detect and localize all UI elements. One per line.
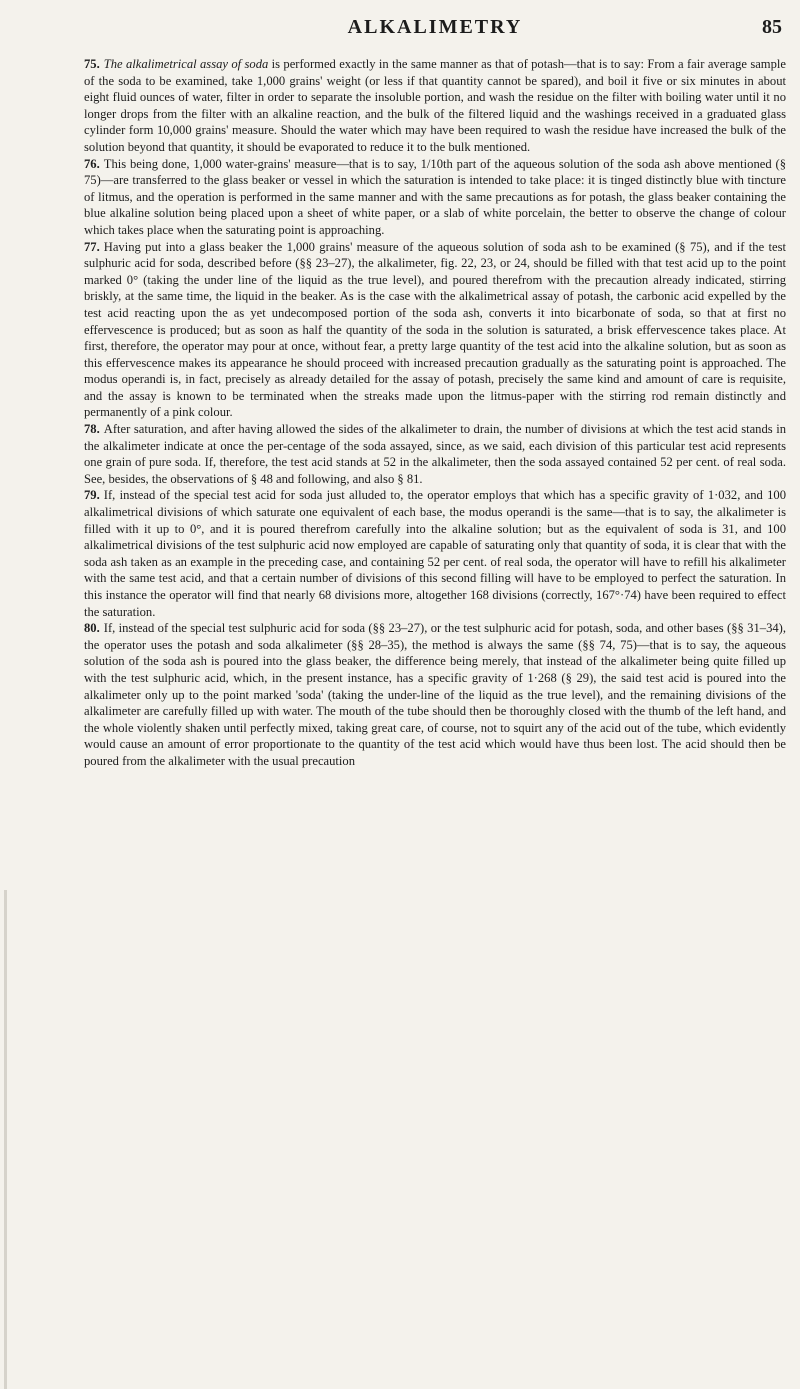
paragraph-75	[84, 56, 786, 156]
paragraph-number: 77.	[84, 239, 100, 254]
paragraph-number: 79.	[84, 488, 100, 503]
paragraph-text: is performed exactly in the same manner as that of potash—that is to say: From a fair average sample of the soda to be examined, take 1,000 grains' weight (or less if that quantity cannot be spared), and boil it five or six minutes in about eight fluid ounces of water, filter in order to separate the insoluble portion, and wash the residue on the filter with boiling water until it no longer drops from the filter with an alkaline reaction, and the bulk of the filtered liquid and the washings received in a graduated glass cylinder form 10,000 grains' measure. Should the water which may have been required to wash the residue have increased the bulk of the solution beyond that quantity, it should be evaporated to reduce it to the bulk mentioned.	[84, 57, 786, 154]
paragraph-text: After saturation, and after having allowed the sides of the alkalimeter to drain, the number of divisions at which the test acid stands in the alkalimeter indicate at once the per-centage of the soda assayed, since, as we said, each division of this particular test acid represents one grain of pure soda. If, therefore, the test acid stands at 52 in the alkalimeter, then the soda assayed contained 52 per cent. of real soda. See, besides, the observations of § 48 and following, and also § 81.	[84, 422, 786, 486]
paragraph-number: 80.	[84, 621, 100, 636]
paragraph-80	[84, 620, 786, 769]
paragraph-number: 78.	[84, 422, 100, 437]
paragraph-text: Having put into a glass beaker the 1,000 grains' measure of the aqueous solution of soda ash to be examined (§ 75), and if the test sulphuric acid for soda, described before (§§ 23–27), the alkalimeter, fig. 22, 23, or 24, should be filled with that test acid up to the point marked 0° (taking the under line of the liquid as the true level), and poured therefrom with the precaution already indicated, stirring briskly, at the same time, the liquid in the beaker. As is the case with the alkalimetrical assay of potash, the carbonic acid expelled by the test acid reacting upon the as yet undecomposed portion of the soda ash, converts it into bicarbonate of soda, so that at first no effervescence is produced; but as soon as half the quantity of the soda in the solution is saturated, a brisk effervescence takes place. At first, therefore, the operator may pour at once, without fear, a pretty large quantity of the test acid into the alkaline solution, but as soon as this effervescence makes its appearance he should proceed with increased precaution gradually as the saturating point is approached. The modus operandi is, in fact, precisely as already detailed for the assay of potash, precisely the same kind and amount of care is requisite, and the assay is known to be terminated when the streaks made upon the litmus-paper with the stirring rod remain distinctly and permanently of a pink colour.	[84, 239, 786, 420]
binding-shadow	[4, 890, 7, 1389]
paragraph-number: 75.	[84, 57, 100, 71]
running-head: ALKALIMETRY	[347, 16, 523, 38]
paragraph-77	[84, 239, 786, 422]
paragraph-lead: The alkalimetrical assay of soda	[103, 57, 269, 71]
paragraph-78	[84, 421, 786, 487]
paragraph-text: This being done, 1,000 water-grains' measure—that is to say, 1/10th part of the aqueous solution of the soda ash above mentioned (§ 75)—are transferred to the glass beaker or vessel in which the saturation is intended to take place: it is tinged distinctly blue with tincture of litmus, and the operation is performed in the same manner and with the same precautions as for potash, the glass beaker containing the blue alkaline solution being placed upon a sheet of white paper, or a slab of white porcelain, the better to observe the change of colour which takes place when the saturating point is approaching.	[84, 156, 786, 237]
paragraph-number: 76.	[84, 156, 100, 171]
paragraph-text: If, instead of the special test sulphuric acid for soda (§§ 23–27), or the test sulphuric acid for potash, soda, and other bases (§§ 31–34), the operator uses the potash and soda alkalimeter (§§ 28–35), the method is always the same (§§ 74, 75)—that is to say, the aqueous solution of the soda ash is poured into the glass beaker, the difference being merely, that instead of the alkalimeter being quite filled up with the test sulphuric acid, which, in the present instance, has a specific gravity of 1·268 (§ 29), the said test acid is poured into the alkalimeter only up to the point marked 'soda' (taking the under-line of the liquid as the true level), and the remaining divisions of the alkalimeter are carefully filled up with water. The mouth of the tube should then be thoroughly closed with the thumb of the left hand, and the whole violently shaken until perfectly mixed, taking great care, of course, not to squirt any of the acid out of the tube, which evidently would cause an amount of error proportionate to the quantity of the test acid which would have thus been lost. The acid should then be poured from the alkalimeter with the usual precaution	[84, 621, 786, 768]
page-number: 85	[762, 16, 782, 38]
page-header	[88, 16, 782, 44]
paragraph-79	[84, 487, 786, 620]
body-text	[84, 56, 786, 770]
paragraph-76	[84, 156, 786, 239]
paragraph-text: If, instead of the special test acid for soda just alluded to, the operator employs that which has a specific gravity of 1·032, and 100 alkalimetrical divisions of which saturate one equivalent of each base, the modus operandi is the same—that is to say, the alkalimeter is filled with it up to 0°, and it is poured therefrom carefully into the alkaline solution; but as the equivalent of soda is 31, and 100 alkalimetrical divisions of the test sulphuric acid now employed are capable of saturating only that quantity of soda, it is clear that with the soda ash taken as an example in the preceding case, and containing 52 per cent. of real soda, the operator will have to refill his alkalimeter with the same test acid, and that a certain number of divisions of this second filling will have to be employed to perfect the saturation. In this instance the operator will find that nearly 68 divisions more, altogether 168 divisions (correctly, 167°·74) have been required to effect the saturation.	[84, 488, 786, 619]
